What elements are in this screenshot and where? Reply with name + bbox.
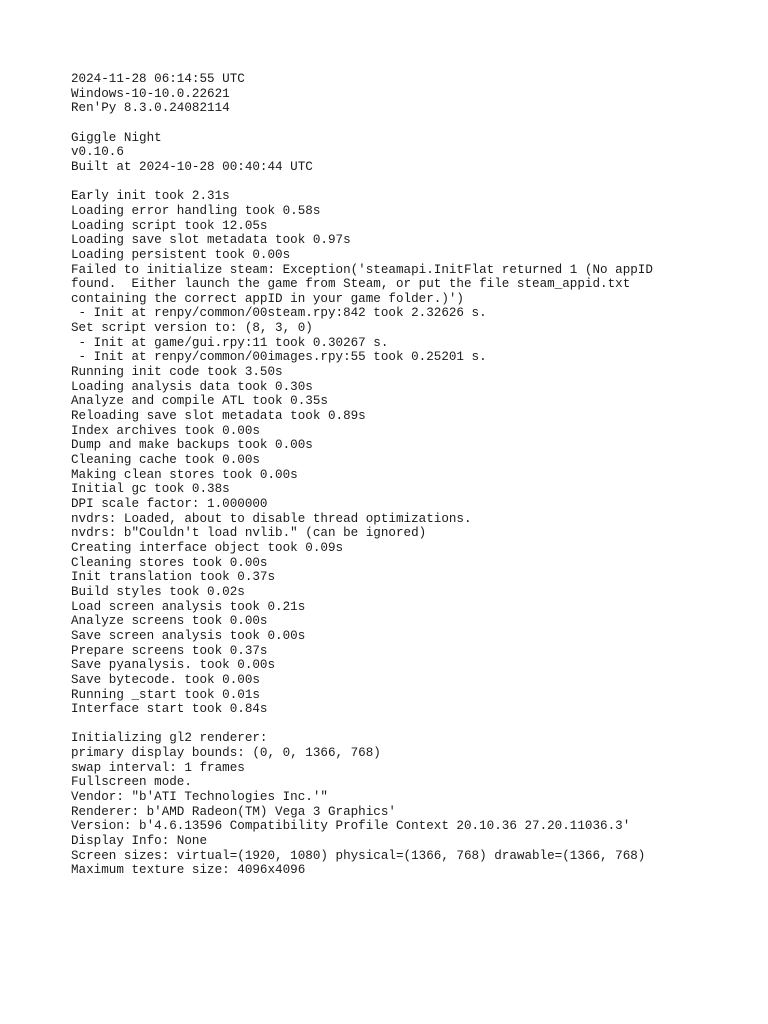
log-line: - Init at game/gui.rpy:11 took 0.30267 s.	[71, 335, 389, 350]
log-line: found. Either launch the game from Steam, or put the file steam_appid.txt	[71, 277, 631, 292]
log-line: Cleaning stores took 0.00s	[71, 555, 268, 570]
blank-line	[71, 116, 761, 131]
log-line: DPI scale factor: 1.000000	[71, 497, 268, 511]
log-line: Failed to initialize steam: Exception('steamapi.InitFlat returned 1 (No appID	[71, 262, 653, 277]
log-renpy-version: Ren'Py 8.3.0.24082114	[71, 101, 230, 116]
log-line: Initializing gl2 renderer:	[71, 731, 268, 746]
log-line: nvdrs: Loaded, about to disable thread optimizations.	[71, 511, 472, 526]
log-line: primary display bounds: (0, 0, 1366, 768)	[71, 746, 381, 761]
log-game-title: Giggle Night	[71, 130, 162, 145]
log-line: - Init at renpy/common/00steam.rpy:842 took 2.32626 s.	[71, 306, 487, 321]
log-line: Maximum texture size: 4096x4096	[71, 863, 306, 878]
log-line: - Init at renpy/common/00images.rpy:55 took 0.25201 s.	[71, 350, 487, 365]
log-line: Running init code took 3.50s	[71, 365, 283, 380]
log-line: Cleaning cache took 0.00s	[71, 453, 260, 468]
log-line: Prepare screens took 0.37s	[71, 643, 268, 658]
log-line: Analyze and compile ATL took 0.35s	[71, 394, 328, 409]
log-line: Vendor: "b'ATI Technologies Inc.'"	[71, 790, 328, 805]
log-line: swap interval: 1 frames	[71, 760, 245, 775]
log-init-section	[71, 189, 761, 717]
log-line: Loading script took 12.05s	[71, 218, 268, 233]
log-line: Save pyanalysis. took 0.00s	[71, 658, 276, 673]
log-line: Set script version to: (8, 3, 0)	[71, 321, 313, 336]
log-line: Save bytecode. took 0.00s	[71, 672, 260, 687]
log-renderer-section	[71, 731, 761, 878]
log-line: nvdrs: b"Couldn't load nvlib." (can be ignored)	[71, 526, 427, 541]
log-line: Loading persistent took 0.00s	[71, 247, 291, 262]
log-line: Display Info: None	[71, 834, 208, 849]
log-timestamp: 2024-11-28 06:14:55 UTC	[71, 72, 245, 86]
log-line: Analyze screens took 0.00s	[71, 614, 268, 629]
log-line: Interface start took 0.84s	[71, 702, 268, 717]
log-line: Reloading save slot metadata took 0.89s	[71, 409, 366, 424]
log-line: Fullscreen mode.	[71, 775, 192, 790]
log-header-section	[71, 72, 761, 116]
log-line: Dump and make backups took 0.00s	[71, 438, 313, 453]
log-line: Build styles took 0.02s	[71, 584, 245, 599]
log-line: Load screen analysis took 0.21s	[71, 599, 306, 614]
log-line: Init translation took 0.37s	[71, 570, 276, 585]
log-line: Save screen analysis took 0.00s	[71, 628, 306, 643]
log-line: Making clean stores took 0.00s	[71, 467, 298, 482]
log-document	[71, 72, 761, 878]
log-build-date: Built at 2024-10-28 00:40:44 UTC	[71, 159, 313, 174]
log-line: Initial gc took 0.38s	[71, 482, 230, 497]
log-line: Index archives took 0.00s	[71, 423, 260, 438]
blank-line	[71, 717, 761, 732]
log-line: Screen sizes: virtual=(1920, 1080) physical=(1366, 768) drawable=(1366, 768)	[71, 848, 646, 863]
log-line: Loading save slot metadata took 0.97s	[71, 233, 351, 248]
log-game-version: v0.10.6	[71, 145, 124, 160]
log-line: Early init took 2.31s	[71, 189, 230, 204]
log-line: Creating interface object took 0.09s	[71, 540, 344, 555]
log-line: Renderer: b'AMD Radeon(TM) Vega 3 Graphics'	[71, 804, 396, 819]
log-line: Loading error handling took 0.58s	[71, 203, 321, 218]
blank-line	[71, 175, 761, 190]
log-line: Version: b'4.6.13596 Compatibility Profile Context 20.10.36 27.20.11036.3'	[71, 819, 631, 834]
log-line: Running _start took 0.01s	[71, 687, 260, 702]
log-line: containing the correct appID in your game folder.)')	[71, 291, 464, 306]
log-game-section	[71, 131, 761, 175]
log-os-version: Windows-10-10.0.22621	[71, 86, 230, 101]
log-line: Loading analysis data took 0.30s	[71, 379, 313, 394]
